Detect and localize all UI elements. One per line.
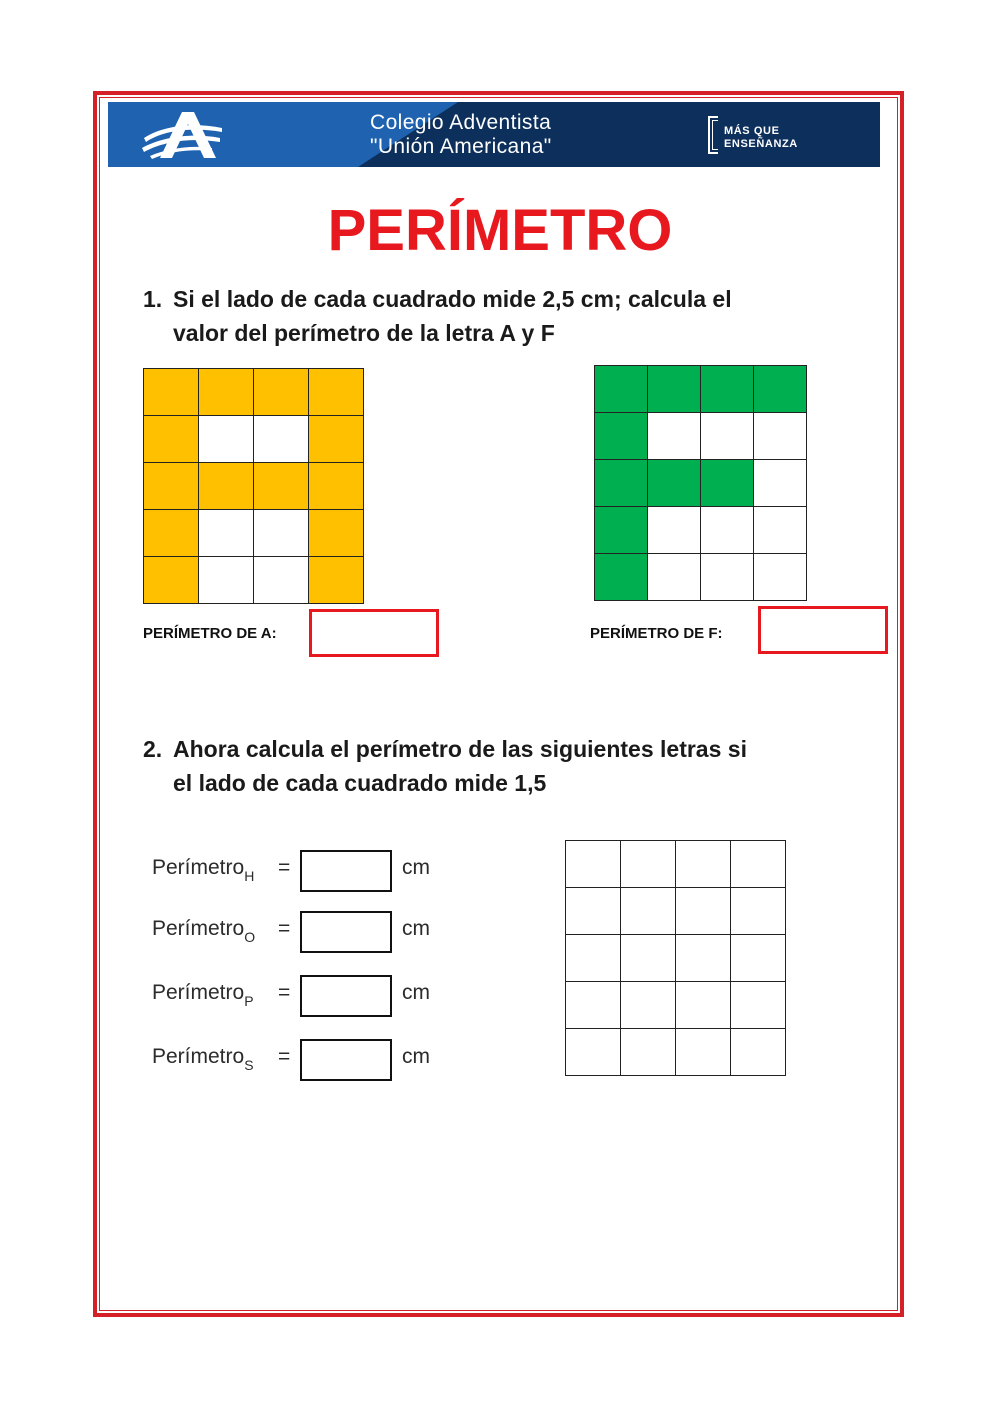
equals-sign: =	[278, 856, 291, 879]
brand-line1: MÁS QUE	[724, 125, 780, 137]
unit-cm: cm	[402, 856, 430, 879]
grid-cell-filled	[595, 366, 648, 413]
grid-cell-empty	[731, 935, 786, 982]
perimeter-f-label: PERÍMETRO DE F:	[590, 625, 723, 642]
grid-cell-empty	[754, 507, 807, 554]
perimeter-p-answer-box[interactable]	[300, 975, 392, 1017]
grid-cell-filled	[144, 557, 199, 604]
grid-cell-empty	[566, 935, 621, 982]
question-2	[143, 732, 747, 800]
grid-cell-empty	[566, 841, 621, 888]
question-2-line1: Ahora calcula el perímetro de las siguientes letras si	[173, 736, 747, 762]
grid-cell-empty	[731, 888, 786, 935]
perimeter-word: Perímetro	[152, 917, 245, 940]
school-name-line1: Colegio Adventista	[370, 111, 552, 134]
letter-subscript: S	[244, 1057, 254, 1073]
grid-cell-filled	[701, 366, 754, 413]
grid-cell-empty	[731, 841, 786, 888]
grid-cell-filled	[595, 460, 648, 507]
perimeter-f-answer-box[interactable]	[758, 606, 888, 654]
question-1-line1: Si el lado de cada cuadrado mide 2,5 cm; calcula el	[173, 286, 732, 312]
school-logo-a-icon	[142, 108, 224, 162]
unit-cm: cm	[402, 917, 430, 940]
grid-cell-empty	[676, 1029, 731, 1076]
grid-cell-empty	[566, 1029, 621, 1076]
perimeter-a-answer-box[interactable]	[309, 609, 439, 657]
grid-cell-empty	[199, 557, 254, 604]
perimeter-word: Perímetro	[152, 981, 245, 1004]
grid-cell-filled	[199, 463, 254, 510]
grid-cell-filled	[648, 366, 701, 413]
letter-a-grid	[143, 368, 364, 604]
grid-cell-empty	[701, 554, 754, 601]
grid-cell-empty	[199, 510, 254, 557]
grid-cell-empty	[648, 554, 701, 601]
page-border-inner	[99, 97, 898, 1311]
school-name-line2: "Unión Americana"	[370, 135, 552, 158]
grid-cell-empty	[648, 413, 701, 460]
empty-drawing-grid	[565, 840, 786, 1076]
letter-subscript: O	[244, 929, 256, 945]
grid-cell-empty	[621, 888, 676, 935]
grid-cell-empty	[676, 841, 731, 888]
school-name	[370, 111, 552, 159]
perimeter-s-row	[152, 1039, 452, 1083]
grid-cell-empty	[621, 935, 676, 982]
perimeter-word: Perímetro	[152, 1045, 245, 1068]
question-1-number: 1.	[143, 286, 163, 312]
grid-cell-empty	[754, 413, 807, 460]
grid-cell-empty	[676, 935, 731, 982]
grid-cell-empty	[701, 507, 754, 554]
question-2-number: 2.	[143, 736, 163, 762]
letter-f-grid	[594, 365, 807, 601]
perimeter-h-answer-box[interactable]	[300, 850, 392, 892]
grid-cell-empty	[199, 416, 254, 463]
grid-cell-filled	[254, 369, 309, 416]
grid-cell-empty	[621, 1029, 676, 1076]
unit-cm: cm	[402, 981, 430, 1004]
letter-subscript: H	[244, 868, 255, 884]
grid-cell-empty	[731, 982, 786, 1029]
grid-cell-filled	[309, 557, 364, 604]
grid-cell-filled	[309, 416, 364, 463]
perimeter-s-answer-box[interactable]	[300, 1039, 392, 1081]
grid-cell-filled	[595, 554, 648, 601]
page-title: PERÍMETRO	[327, 198, 673, 263]
grid-cell-filled	[144, 463, 199, 510]
grid-cell-empty	[621, 982, 676, 1029]
perimeter-word: Perímetro	[152, 856, 245, 879]
grid-cell-filled	[144, 510, 199, 557]
grid-cell-empty	[676, 982, 731, 1029]
grid-cell-empty	[701, 413, 754, 460]
school-header-banner	[108, 102, 880, 167]
grid-cell-filled	[254, 463, 309, 510]
grid-cell-filled	[648, 460, 701, 507]
equals-sign: =	[278, 981, 291, 1004]
grid-cell-filled	[144, 369, 199, 416]
grid-cell-empty	[731, 1029, 786, 1076]
grid-cell-empty	[648, 507, 701, 554]
grid-cell-filled	[754, 366, 807, 413]
perimeter-h-row	[152, 850, 452, 894]
perimeter-p-row	[152, 975, 452, 1019]
grid-cell-empty	[621, 841, 676, 888]
brand-line2: ENSEÑANZA	[724, 138, 798, 150]
perimeter-o-row	[152, 911, 452, 955]
grid-cell-filled	[199, 369, 254, 416]
question-1	[143, 282, 732, 350]
grid-cell-empty	[254, 557, 309, 604]
grid-cell-filled	[595, 413, 648, 460]
grid-cell-empty	[754, 554, 807, 601]
grid-cell-empty	[566, 982, 621, 1029]
equals-sign: =	[278, 1045, 291, 1068]
grid-cell-filled	[309, 463, 364, 510]
grid-cell-filled	[309, 369, 364, 416]
grid-cell-empty	[254, 416, 309, 463]
perimeter-o-answer-box[interactable]	[300, 911, 392, 953]
grid-cell-filled	[144, 416, 199, 463]
question-2-line2: el lado de cada cuadrado mide 1,5	[173, 770, 547, 796]
unit-cm: cm	[402, 1045, 430, 1068]
grid-cell-empty	[254, 510, 309, 557]
perimeter-a-label: PERÍMETRO DE A:	[143, 625, 277, 642]
grid-cell-filled	[701, 460, 754, 507]
grid-cell-empty	[566, 888, 621, 935]
equals-sign: =	[278, 917, 291, 940]
grid-cell-empty	[754, 460, 807, 507]
letter-subscript: P	[244, 993, 254, 1009]
question-1-line2: valor del perímetro de la letra A y F	[173, 320, 555, 346]
grid-cell-filled	[595, 507, 648, 554]
grid-cell-empty	[676, 888, 731, 935]
grid-cell-filled	[309, 510, 364, 557]
